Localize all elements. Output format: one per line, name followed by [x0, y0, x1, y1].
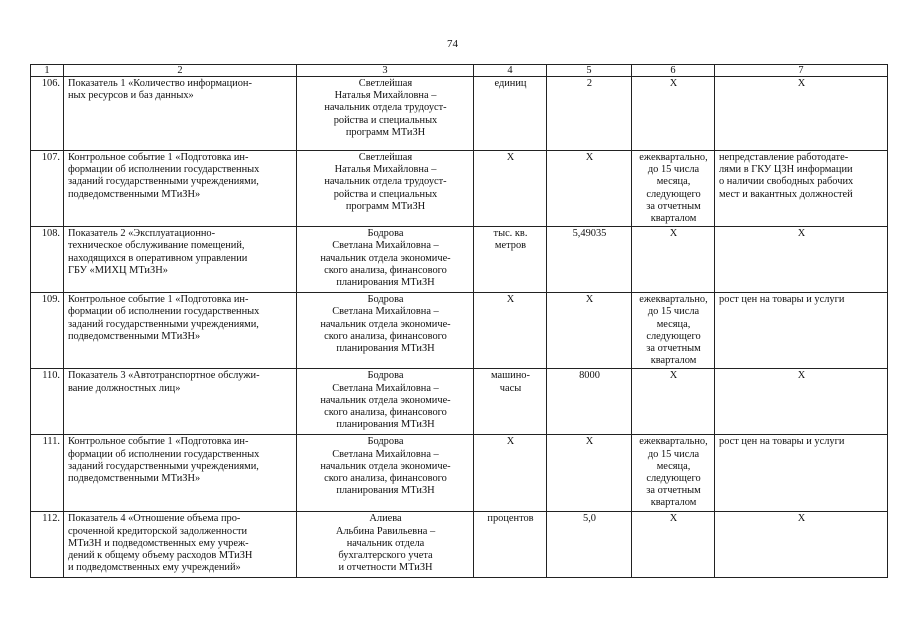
row-number: 111. — [31, 435, 64, 512]
table-row — [31, 369, 888, 435]
column-header: 2 — [64, 65, 297, 77]
indicator-value: 5,0 — [547, 512, 632, 578]
indicator-value: 8000 — [547, 369, 632, 435]
deadline: ежеквартально, до 15 числа месяца, следующего за отчетным кварталом — [632, 151, 715, 227]
deadline: Х — [632, 77, 715, 151]
indicator-value: Х — [547, 151, 632, 227]
indicator-name: Контрольное событие 1 «Подготовка ин- формации об исполнении государственных заданий государственными учреждениями, подведомственными МТиЗН» — [64, 435, 297, 512]
risk-factor: Х — [715, 77, 888, 151]
responsible-person: Бодрова Светлана Михайловна – начальник отдела экономиче- ского анализа, финансового планирования МТиЗН — [297, 227, 474, 293]
responsible-person: Бодрова Светлана Михайловна – начальник отдела экономиче- ского анализа, финансового планирования МТиЗН — [297, 293, 474, 369]
deadline: Х — [632, 512, 715, 578]
unit-of-measure: Х — [474, 151, 547, 227]
risk-factor: рост цен на товары и услуги — [715, 293, 888, 369]
column-header: 4 — [474, 65, 547, 77]
table-row — [31, 293, 888, 369]
row-number: 109. — [31, 293, 64, 369]
unit-of-measure: процентов — [474, 512, 547, 578]
indicator-name: Контрольное событие 1 «Подготовка ин- формации об исполнении государственных заданий государственными учреждениями, подведомственными МТиЗН» — [64, 293, 297, 369]
indicator-value: 2 — [547, 77, 632, 151]
risk-factor: Х — [715, 227, 888, 293]
page-number: 74 — [447, 38, 458, 50]
risk-factor: непредставление работодате- лями в ГКУ ЦЗН информации о наличии свободных рабочих мест и вакантных должностей — [715, 151, 888, 227]
indicator-value: 5,49035 — [547, 227, 632, 293]
row-number: 108. — [31, 227, 64, 293]
table-row — [31, 435, 888, 512]
responsible-person: Бодрова Светлана Михайловна – начальник отдела экономиче- ского анализа, финансового планирования МТиЗН — [297, 369, 474, 435]
responsible-person: Алиева Альбина Равильевна – начальник отдела бухгалтерского учета и отчетности МТиЗН — [297, 512, 474, 578]
row-number: 112. — [31, 512, 64, 578]
responsible-person: Светлейшая Наталья Михайловна – начальник отдела трудоуст- ройства и специальных программ МТиЗН — [297, 151, 474, 227]
risk-factor: Х — [715, 512, 888, 578]
deadline: Х — [632, 369, 715, 435]
unit-of-measure: единиц — [474, 77, 547, 151]
deadline: Х — [632, 227, 715, 293]
deadline: ежеквартально, до 15 числа месяца, следующего за отчетным кварталом — [632, 435, 715, 512]
unit-of-measure: тыс. кв. метров — [474, 227, 547, 293]
column-header: 7 — [715, 65, 888, 77]
indicator-value: Х — [547, 435, 632, 512]
responsible-person: Бодрова Светлана Михайловна – начальник отдела экономиче- ского анализа, финансового планирования МТиЗН — [297, 435, 474, 512]
table-row — [31, 151, 888, 227]
table-header-row — [31, 65, 888, 77]
table-row — [31, 77, 888, 151]
indicator-name: Показатель 4 «Отношение объема про- сроченной кредиторской задолженности МТиЗН и подведомственных ему учреж- дений к общему объему расходов МТиЗН и подведомственных ему учреждений» — [64, 512, 297, 578]
responsible-person: Светлейшая Наталья Михайловна – начальник отдела трудоуст- ройства и специальных программ МТиЗН — [297, 77, 474, 151]
row-number: 110. — [31, 369, 64, 435]
unit-of-measure: машино- часы — [474, 369, 547, 435]
unit-of-measure: Х — [474, 435, 547, 512]
indicator-name: Показатель 2 «Эксплуатационно- техническое обслуживание помещений, находящихся в оперативном управлении ГБУ «МИХЦ МТиЗН» — [64, 227, 297, 293]
deadline: ежеквартально, до 15 числа месяца, следующего за отчетным кварталом — [632, 293, 715, 369]
indicator-name: Показатель 1 «Количество информацион- ных ресурсов и баз данных» — [64, 77, 297, 151]
column-header: 1 — [31, 65, 64, 77]
indicator-value: Х — [547, 293, 632, 369]
column-header: 5 — [547, 65, 632, 77]
table-row — [31, 512, 888, 578]
column-header: 3 — [297, 65, 474, 77]
risk-factor: рост цен на товары и услуги — [715, 435, 888, 512]
risk-factor: Х — [715, 369, 888, 435]
unit-of-measure: Х — [474, 293, 547, 369]
row-number: 107. — [31, 151, 64, 227]
table-row — [31, 227, 888, 293]
indicator-name: Контрольное событие 1 «Подготовка ин- формации об исполнении государственных заданий государственными учреждениями, подведомственными МТиЗН» — [64, 151, 297, 227]
indicator-name: Показатель 3 «Автотранспортное обслужи- вание должностных лиц» — [64, 369, 297, 435]
indicators-table — [30, 64, 888, 578]
row-number: 106. — [31, 77, 64, 151]
column-header: 6 — [632, 65, 715, 77]
